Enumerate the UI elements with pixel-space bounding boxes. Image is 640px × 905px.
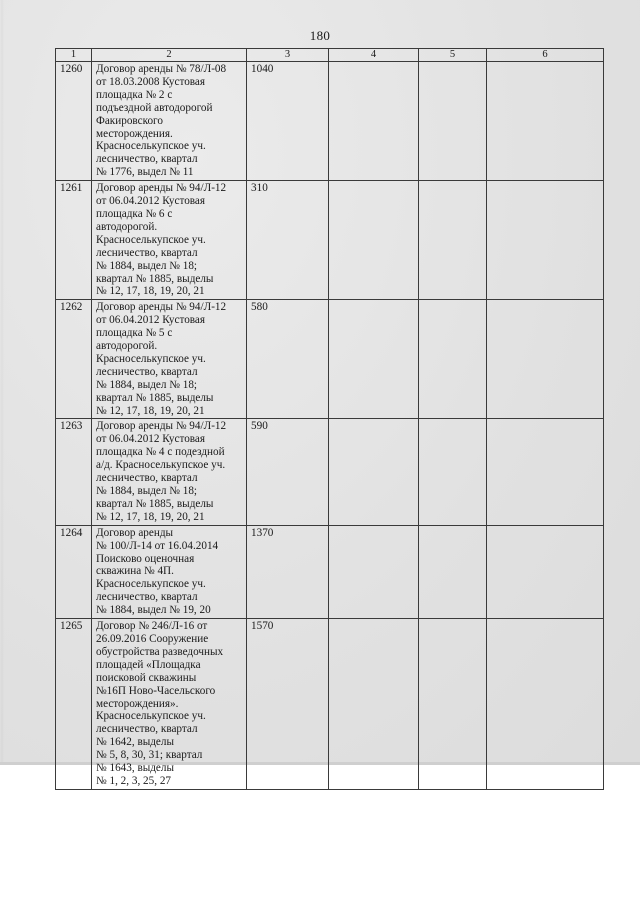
empty-cell-5 [419,525,487,618]
column-header-5: 5 [419,49,487,62]
column-header-6: 6 [487,49,604,62]
table-row [56,619,604,790]
page-number: 180 [309,28,331,43]
column-header-4: 4 [329,49,419,62]
empty-cell-5 [419,62,487,181]
empty-cell-6 [487,525,604,618]
empty-cell-4 [329,525,419,618]
table-row [56,419,604,525]
row-number: 1264 [56,525,92,618]
empty-cell-4 [329,62,419,181]
empty-cell-4 [329,419,419,525]
empty-cell-4 [329,300,419,419]
empty-cell-6 [487,181,604,300]
lease-description: Договор аренды № 100/Л-14 от 16.04.2014 Поисково оценочная скважина № 4П. Красноселькупское уч. лесничество, квартал № 1884, выдел № 19, 20 [92,525,247,618]
area-value: 1570 [247,619,329,790]
empty-cell-6 [487,619,604,790]
area-value: 1040 [247,62,329,181]
row-number: 1260 [56,62,92,181]
table-row [56,525,604,618]
column-header-1: 1 [56,49,92,62]
row-number: 1263 [56,419,92,525]
empty-cell-5 [419,181,487,300]
table-row [56,181,604,300]
lease-description: Договор аренды № 94/Л-12 от 06.04.2012 Кустовая площадка № 4 с подездной а/д. Красноселькупское уч. лесничество, квартал № 1884, выдел № 18; квартал № 1885, выделы № 12, 17, 18, 19, 20, 21 [92,419,247,525]
table-row [56,300,604,419]
area-value: 1370 [247,525,329,618]
empty-cell-4 [329,181,419,300]
empty-cell-5 [419,300,487,419]
empty-cell-5 [419,419,487,525]
lease-description: Договор № 246/Л-16 от 26.09.2016 Сооружение обустройства разведочных площадей «Площадка поисковой скважины №16П Ново-Часельского месторождения». Красноселькупское уч. лесничество, квартал № 1642, выделы № 5, 8, 30, 31; квартал № 1643, выделы № 1, 2, 3, 25, 27 [92,619,247,790]
land-lease-table [55,48,604,790]
empty-cell-5 [419,619,487,790]
row-number: 1265 [56,619,92,790]
empty-cell-6 [487,419,604,525]
row-number: 1261 [56,181,92,300]
empty-cell-6 [487,62,604,181]
lease-description: Договор аренды № 94/Л-12 от 06.04.2012 Кустовая площадка № 6 с автодорогой. Красноселькупское уч. лесничество, квартал № 1884, выдел № 18; квартал № 1885, выделы № 12, 17, 18, 19, 20, 21 [92,181,247,300]
area-value: 310 [247,181,329,300]
empty-cell-6 [487,300,604,419]
column-header-2: 2 [92,49,247,62]
area-value: 590 [247,419,329,525]
empty-cell-4 [329,619,419,790]
area-value: 580 [247,300,329,419]
header-row [56,49,604,62]
lease-description: Договор аренды № 78/Л-08 от 18.03.2008 Кустовая площадка № 2 с подъездной автодорогой Факировского месторождения. Красноселькупское уч. лесничество, квартал № 1776, выдел № 11 [92,62,247,181]
lease-description: Договор аренды № 94/Л-12 от 06.04.2012 Кустовая площадка № 5 с автодорогой. Красноселькупское уч. лесничество, квартал № 1884, выдел № 18; квартал № 1885, выделы № 12, 17, 18, 19, 20, 21 [92,300,247,419]
table-row [56,62,604,181]
column-header-3: 3 [247,49,329,62]
row-number: 1262 [56,300,92,419]
